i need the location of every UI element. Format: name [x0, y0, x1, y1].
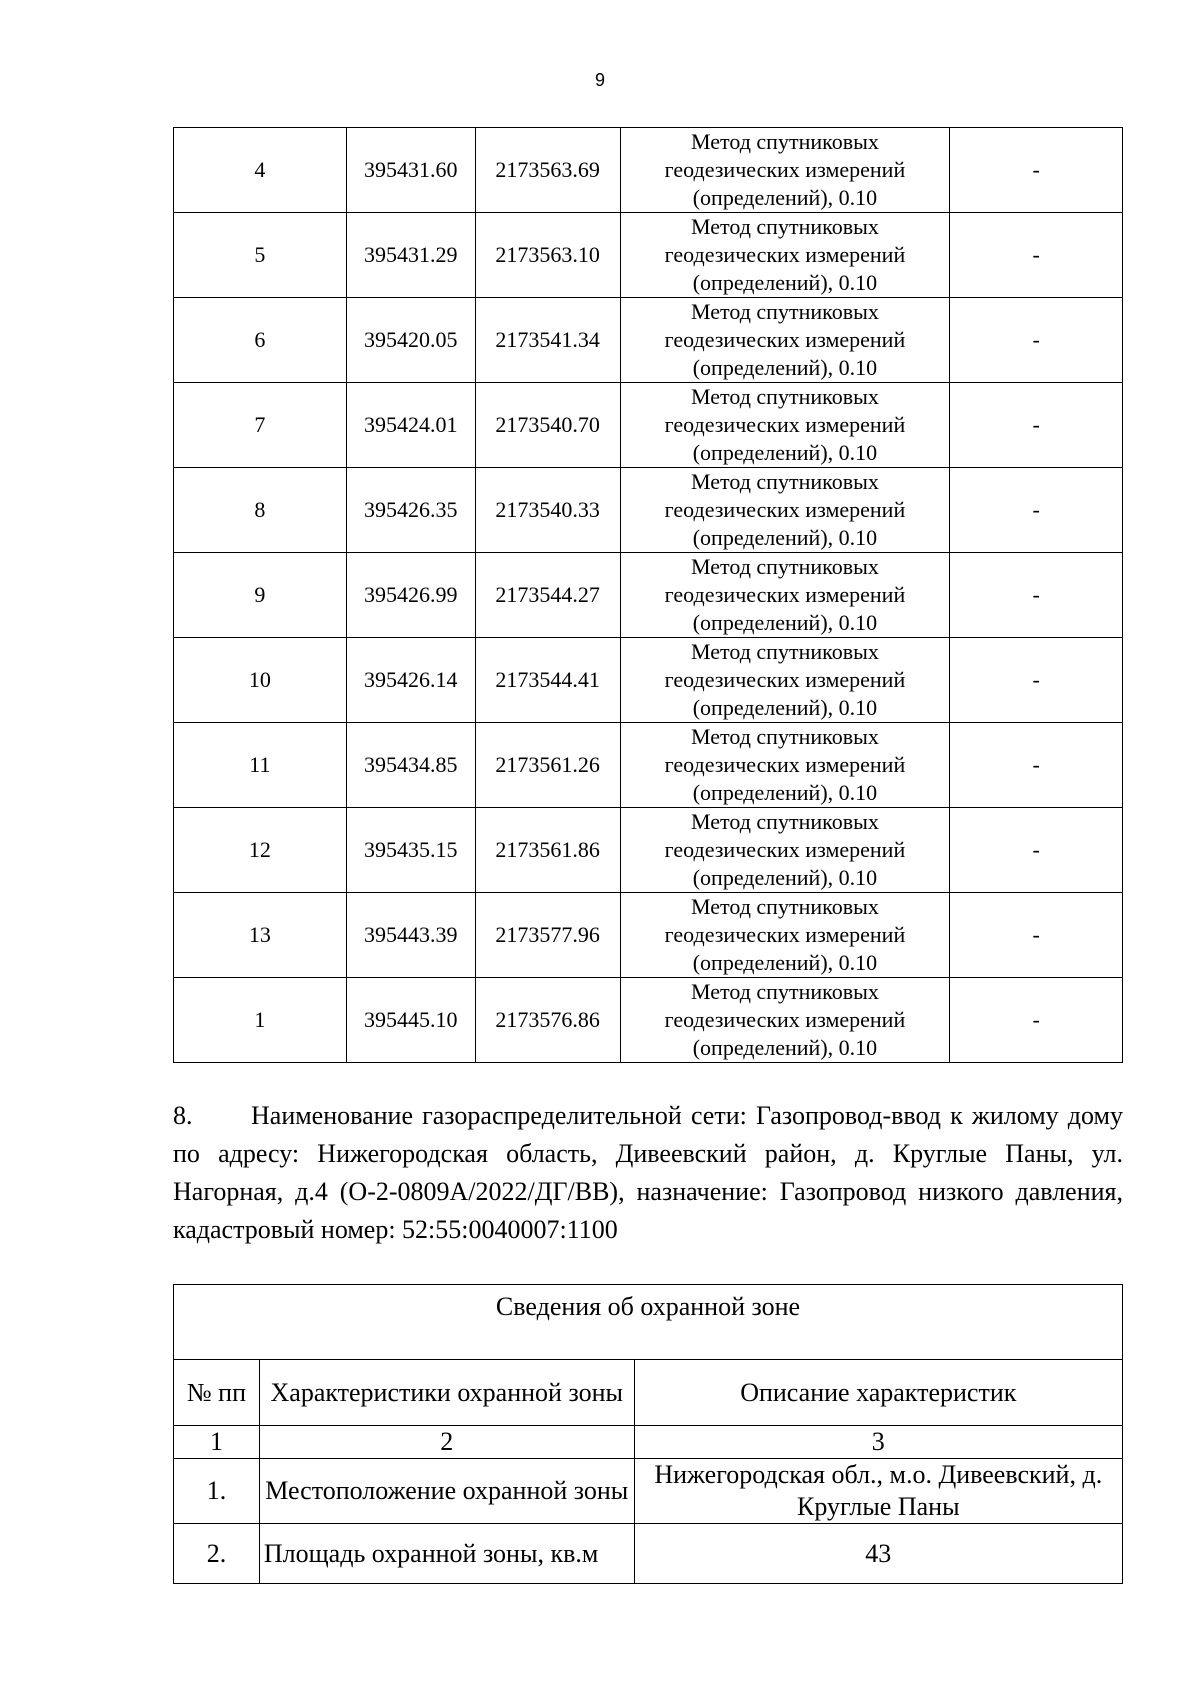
method-line: геодезических измерений — [664, 752, 906, 777]
point-number: 6 — [174, 298, 347, 383]
method-line: (определений), 0.10 — [692, 440, 878, 465]
point-number: 11 — [174, 723, 347, 808]
method-line: (определений), 0.10 — [692, 780, 878, 805]
page-number: 9 — [594, 70, 605, 90]
method-line: Метод спутниковых — [691, 639, 879, 664]
method-line: (определений), 0.10 — [692, 695, 878, 720]
note-cell: - — [950, 468, 1123, 553]
protection-zone-table — [173, 1284, 1123, 1584]
note-cell: - — [950, 808, 1123, 893]
method-line: геодезических измерений — [664, 667, 906, 692]
coord-y: 2173541.34 — [475, 298, 620, 383]
section-text: Наименование газораспределительной сети: Газопровод-ввод к жилому дому по адресу: Нижегородская область, Дивеевский район, д. Круглые Паны, ул. Нагорная, д.4 (О-2-0809А/2022/ДГ/ВВ), назначение: Газопровод низкого давления, кадастровый номер: 52:55:0040007:1100 — [173, 1101, 1123, 1244]
table-row — [174, 468, 1123, 553]
method-line: геодезических измерений — [664, 242, 906, 267]
method-line: Метод спутниковых — [691, 299, 879, 324]
coord-x: 395431.60 — [346, 128, 475, 213]
method-cell — [620, 893, 950, 978]
row-number: 2. — [174, 1524, 260, 1584]
coord-y: 2173544.27 — [475, 553, 620, 638]
coord-x: 395426.99 — [346, 553, 475, 638]
coord-y: 2173540.70 — [475, 383, 620, 468]
method-line: геодезических измерений — [664, 497, 906, 522]
point-number: 1 — [174, 978, 347, 1063]
column-index: 1 — [174, 1426, 260, 1459]
header-characteristics: Характеристики охранной зоны — [259, 1360, 634, 1426]
note-cell: - — [950, 213, 1123, 298]
note-cell: - — [950, 553, 1123, 638]
coord-x: 395445.10 — [346, 978, 475, 1063]
method-line: геодезических измерений — [664, 412, 906, 437]
coord-x: 395420.05 — [346, 298, 475, 383]
note-cell: - — [950, 978, 1123, 1063]
coord-x: 395434.85 — [346, 723, 475, 808]
table-row — [174, 128, 1123, 213]
method-cell — [620, 723, 950, 808]
note-cell: - — [950, 893, 1123, 978]
point-number: 8 — [174, 468, 347, 553]
note-cell: - — [950, 128, 1123, 213]
method-cell — [620, 298, 950, 383]
coord-y: 2173577.96 — [475, 893, 620, 978]
table-row — [174, 383, 1123, 468]
coordinates-table — [173, 127, 1123, 1063]
method-cell — [620, 128, 950, 213]
method-line: (определений), 0.10 — [692, 270, 878, 295]
method-line: (определений), 0.10 — [692, 865, 878, 890]
coord-x: 395443.39 — [346, 893, 475, 978]
method-line: Метод спутниковых — [691, 894, 879, 919]
row-characteristic: Площадь охранной зоны, кв.м — [259, 1524, 634, 1584]
method-cell — [620, 638, 950, 723]
zone-table-title: Сведения об охранной зоне — [174, 1285, 1123, 1360]
row-description: Нижегородская обл., м.о. Дивеевский, д. Круглые Паны — [634, 1459, 1122, 1524]
point-number: 10 — [174, 638, 347, 723]
method-line: Метод спутниковых — [691, 724, 879, 749]
coord-y: 2173563.69 — [475, 128, 620, 213]
method-line: геодезических измерений — [664, 327, 906, 352]
header-number: № пп — [174, 1360, 260, 1426]
method-line: геодезических измерений — [664, 582, 906, 607]
note-cell: - — [950, 383, 1123, 468]
coord-y: 2173576.86 — [475, 978, 620, 1063]
column-index: 3 — [634, 1426, 1122, 1459]
method-line: (определений), 0.10 — [692, 355, 878, 380]
method-line: Метод спутниковых — [691, 469, 879, 494]
note-cell: - — [950, 723, 1123, 808]
row-description: 43 — [634, 1524, 1122, 1584]
method-line: (определений), 0.10 — [692, 1035, 878, 1060]
table-row — [174, 213, 1123, 298]
table-row — [174, 638, 1123, 723]
coord-x: 395424.01 — [346, 383, 475, 468]
row-number: 1. — [174, 1459, 260, 1524]
coord-x: 395426.35 — [346, 468, 475, 553]
coord-x: 395431.29 — [346, 213, 475, 298]
table-row — [174, 893, 1123, 978]
row-characteristic: Местоположение охранной зоны — [259, 1459, 634, 1524]
table-row — [174, 808, 1123, 893]
method-line: (определений), 0.10 — [692, 185, 878, 210]
method-line: Метод спутниковых — [691, 979, 879, 1004]
point-number: 12 — [174, 808, 347, 893]
point-number: 5 — [174, 213, 347, 298]
method-cell — [620, 808, 950, 893]
method-line: Метод спутниковых — [691, 809, 879, 834]
coord-x: 395435.15 — [346, 808, 475, 893]
method-line: Метод спутниковых — [691, 384, 879, 409]
method-cell — [620, 553, 950, 638]
table-row — [174, 978, 1123, 1063]
table-row — [174, 298, 1123, 383]
coord-y: 2173544.41 — [475, 638, 620, 723]
coord-y: 2173540.33 — [475, 468, 620, 553]
method-line: Метод спутниковых — [691, 214, 879, 239]
table-row — [174, 723, 1123, 808]
coord-y: 2173561.86 — [475, 808, 620, 893]
table-row — [174, 553, 1123, 638]
method-line: (определений), 0.10 — [692, 525, 878, 550]
coord-x: 395426.14 — [346, 638, 475, 723]
section-paragraph — [173, 1097, 1123, 1249]
method-line: Метод спутниковых — [691, 554, 879, 579]
section-number: 8. — [173, 1101, 193, 1130]
method-cell — [620, 383, 950, 468]
method-cell — [620, 978, 950, 1063]
point-number: 4 — [174, 128, 347, 213]
header-description: Описание характеристик — [634, 1360, 1122, 1426]
method-line: (определений), 0.10 — [692, 950, 878, 975]
method-line: Метод спутниковых — [691, 129, 879, 154]
coord-y: 2173561.26 — [475, 723, 620, 808]
coord-y: 2173563.10 — [475, 213, 620, 298]
method-line: (определений), 0.10 — [692, 610, 878, 635]
note-cell: - — [950, 638, 1123, 723]
method-line: геодезических измерений — [664, 1007, 906, 1032]
point-number: 7 — [174, 383, 347, 468]
point-number: 13 — [174, 893, 347, 978]
method-line: геодезических измерений — [664, 157, 906, 182]
method-cell — [620, 213, 950, 298]
column-index: 2 — [259, 1426, 634, 1459]
method-cell — [620, 468, 950, 553]
note-cell: - — [950, 298, 1123, 383]
method-line: геодезических измерений — [664, 837, 906, 862]
point-number: 9 — [174, 553, 347, 638]
method-line: геодезических измерений — [664, 922, 906, 947]
